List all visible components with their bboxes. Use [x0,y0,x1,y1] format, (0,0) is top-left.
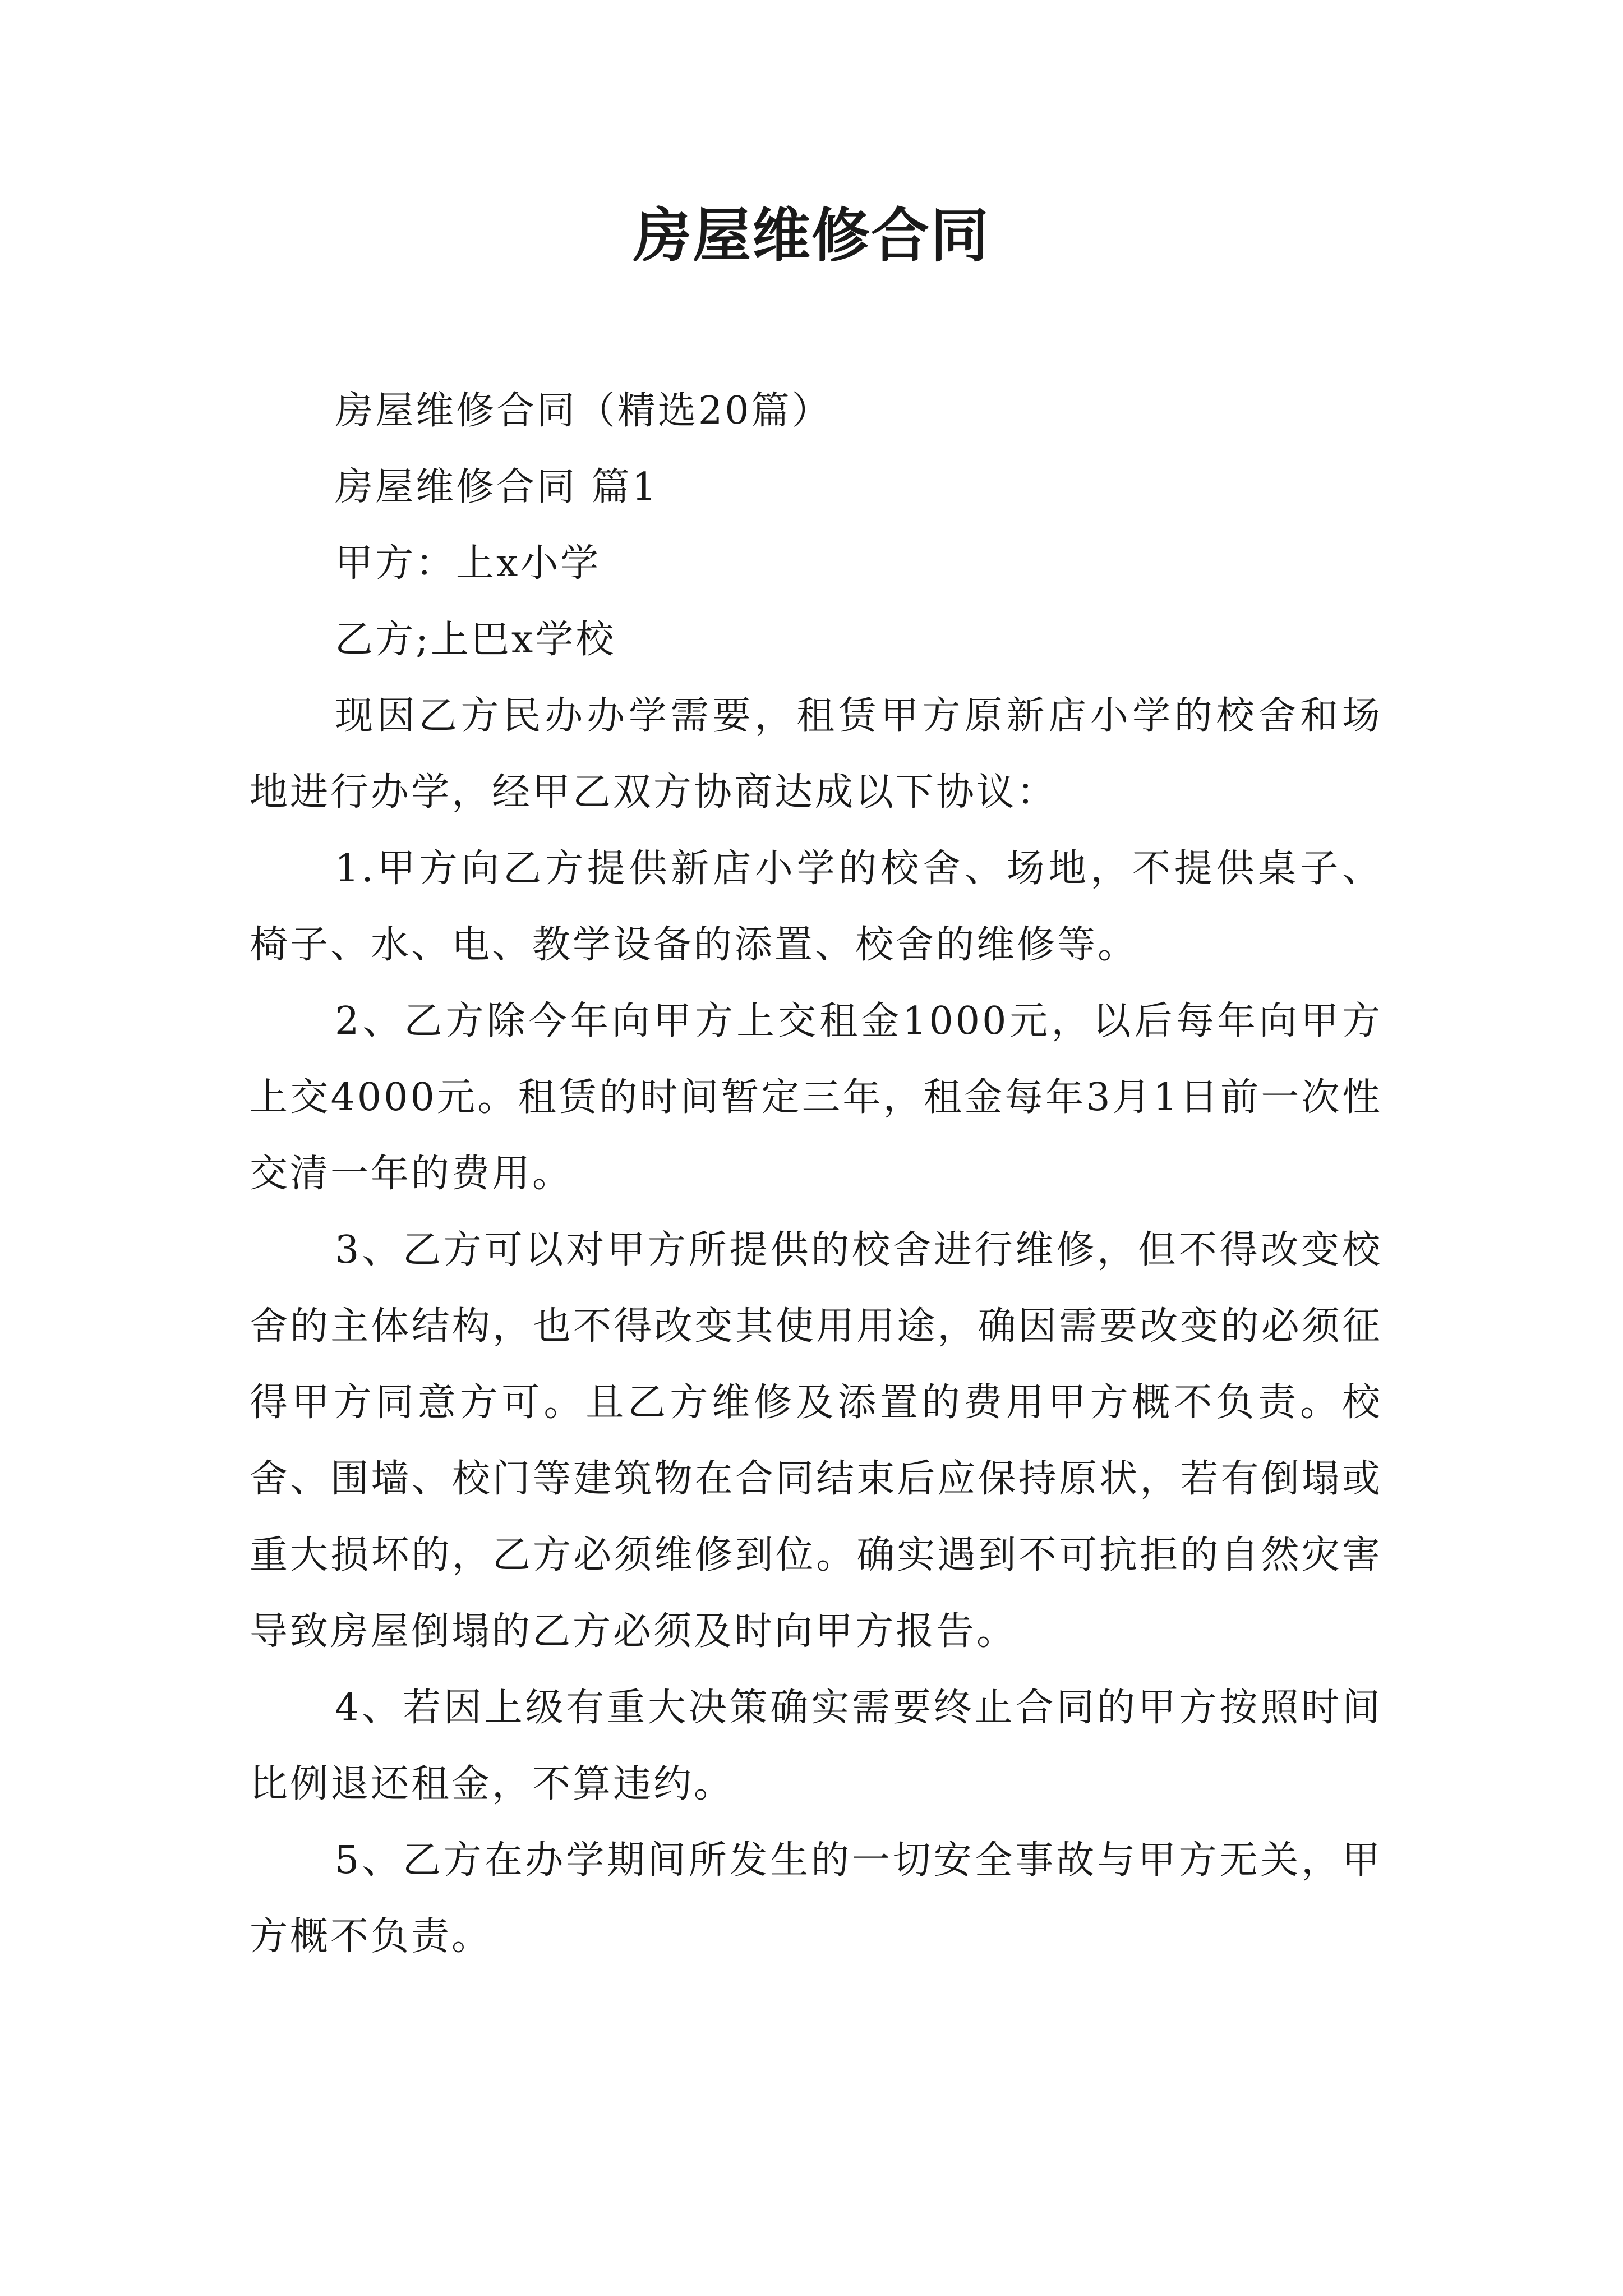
paragraph-section-title: 房屋维修合同 篇1 [335,465,658,509]
paragraph-party-a: 甲方：上x小学 [335,541,601,586]
paragraph-clause-3: 3、乙方可以对甲方所提供的校舍进行维修，但不得改变校舍的主体结构，也不得改变其使用用途，确因需要改变的必须征得甲方同意方可。且乙方维修及添置的费用甲方概不负责。校舍、围墙、校门等建筑物在合同结束后应保持原状，若有倒塌或重大损坏的，乙方必须维修到位。确实遇到不可抗拒的自然灾害导致房屋倒塌的乙方必须及时向甲方报告。 [250,1228,1382,1654]
paragraph-preamble: 现因乙方民办办学需要，租赁甲方原新店小学的校舍和场地进行办学，经甲乙双方协商达成以下协议： [250,694,1382,815]
paragraph-clause-1: 1.甲方向乙方提供新店小学的校舍、场地，不提供桌子、椅子、水、电、教学设备的添置、校舍的维修等。 [250,846,1382,967]
document-title: 房屋维修合同 [633,201,990,270]
paragraph-party-b: 乙方;上巴x学校 [335,618,616,662]
paragraph-heading: 房屋维修合同（精选20篇） [335,389,832,433]
paragraph-clause-2: 2、乙方除今年向甲方上交租金1000元，以后每年向甲方上交4000元。租赁的时间暂定三年，租金每年3月1日前一次性交清一年的费用。 [250,999,1382,1196]
paragraph-clause-4: 4、若因上级有重大决策确实需要终止合同的甲方按照时间比例退还租金，不算违约。 [250,1686,1382,1806]
document-body [250,373,1382,1975]
paragraph-clause-5: 5、乙方在办学期间所发生的一切安全事故与甲方无关，甲方概不负责。 [250,1838,1382,1959]
